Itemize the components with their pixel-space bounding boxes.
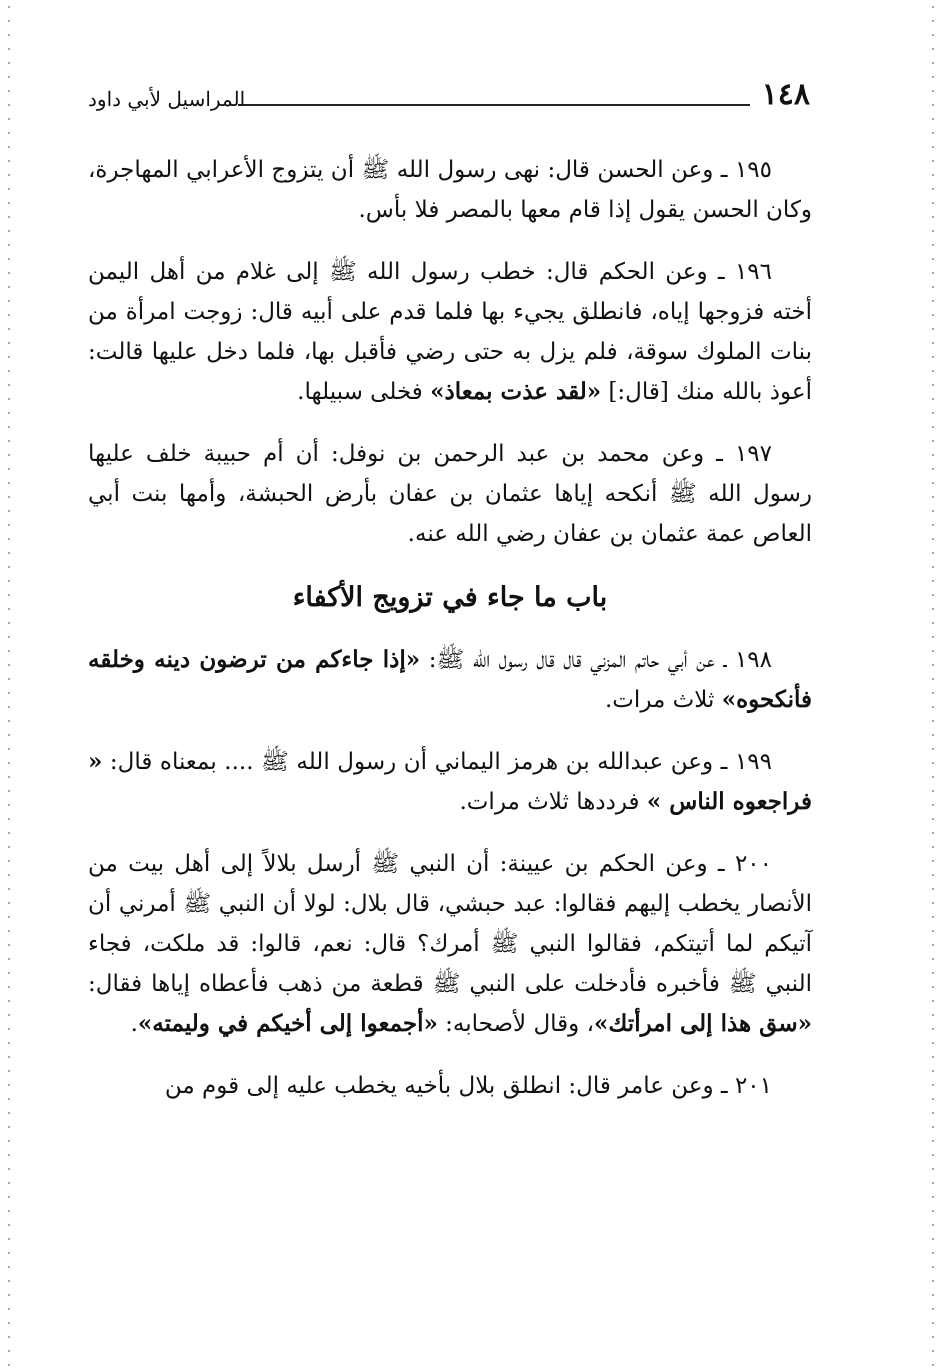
section-title: باب ما جاء في تزويج الأكفاء xyxy=(292,582,608,613)
hadith-200 xyxy=(88,844,812,1044)
book-title: المراسيل لأبي داود xyxy=(88,87,246,111)
hadith-number: ١٩٥ xyxy=(734,157,772,183)
hadith-201 xyxy=(88,1066,812,1106)
hadith-tail: فخلى سبيلها. xyxy=(297,379,423,405)
page-number: ١٤٨ xyxy=(761,77,810,112)
hadith-number: ١٩٨ xyxy=(734,647,772,673)
scan-edge-left xyxy=(8,0,10,1372)
hadith-number: ١٩٦ xyxy=(734,259,773,285)
hadith-tail: ثلاث مرات. xyxy=(604,687,715,713)
hadith-tail: . xyxy=(130,1011,138,1037)
hadith-tail: فرددها ثلاث مرات. xyxy=(459,789,640,815)
hadith-text: ـ وعن الحكم قال: خطب رسول الله ﷺ إلى غلام من أهل اليمن أخته فزوجها إياه، فانطلق يجيء بها فلما قدم على أبيه قال: زوجت امرأة من بنات الملوك سوقة، فلم يزل به حتى رضي فأقبل بها، فلما دخل عليها قالت: أعوذ بالله منك [قال:] xyxy=(88,259,812,405)
prophetic-quote: «إذا جاءكم من ترضون دينه وخلقه فأنكحوه» xyxy=(88,646,812,713)
prophetic-quote: «سق هذا إلى امرأتك» xyxy=(594,1010,812,1037)
hadith-number: ٢٠٠ xyxy=(734,851,772,877)
hadith-199 xyxy=(88,742,812,822)
hadith-text: ـ وعن الحكم بن عيينة: أن النبي ﷺ أرسل بلالاً إلى أهل بيت من الأنصار يخطب إليهم فقالوا: عبد حبشي، قال بلال: لولا أن النبي ﷺ أمرني أن آتيكم لما أتيتكم، فقالوا النبي ﷺ أمرك؟ قال: نعم، قالوا: قد ملكت، فجاء النبي ﷺ فأخبره فأدخلت على النبي ﷺ قطعة من ذهب فأعطاه إياها فقال: xyxy=(88,851,812,997)
hadith-196 xyxy=(88,252,812,412)
scan-edge-right xyxy=(932,0,934,1372)
hadith-number: ١٩٧ xyxy=(734,441,772,467)
hadith-195 xyxy=(88,150,812,230)
hadith-text: ـ عن أبي حاتم المزني قال قال رسول الله ﷺ: xyxy=(428,647,727,673)
hadith-text: ـ وعن عامر قال: انطلق بلال بأخيه يخطب عليه إلى قوم من xyxy=(164,1073,728,1099)
hadith-mid: ، وقال لأصحابه: xyxy=(445,1011,595,1037)
prophetic-quote: « فراجعوه الناس » xyxy=(88,748,812,815)
page-body xyxy=(88,150,812,1128)
running-header xyxy=(88,78,810,118)
hadith-text: ـ وعن الحسن قال: نهى رسول الله ﷺ أن يتزوج الأعرابي المهاجرة، وكان الحسن يقول إذا قام معها بالمصر فلا بأس. xyxy=(88,157,812,223)
hadith-text: ـ وعن عبدالله بن هرمز اليماني أن رسول الله ﷺ .... بمعناه قال: xyxy=(109,749,728,775)
prophetic-quote: «لقد عذت بمعاذ» xyxy=(430,378,602,405)
prophetic-quote-2: «أجمعوا إلى أخيكم في وليمته» xyxy=(137,1010,438,1037)
hadith-198 xyxy=(88,640,812,720)
hadith-197 xyxy=(88,434,812,554)
hadith-number: ٢٠١ xyxy=(734,1073,772,1099)
hadith-text: ـ وعن محمد بن عبد الرحمن بن نوفل: أن أم حبيبة خلف عليها رسول الله ﷺ أنكحه إياها عثمان بن عفان بأرض الحبشة، وأمها بنت أبي العاص عمة عثمان بن عفان رضي الله عنه. xyxy=(88,441,812,547)
hadith-number: ١٩٩ xyxy=(734,749,772,775)
header-rule xyxy=(238,104,750,106)
